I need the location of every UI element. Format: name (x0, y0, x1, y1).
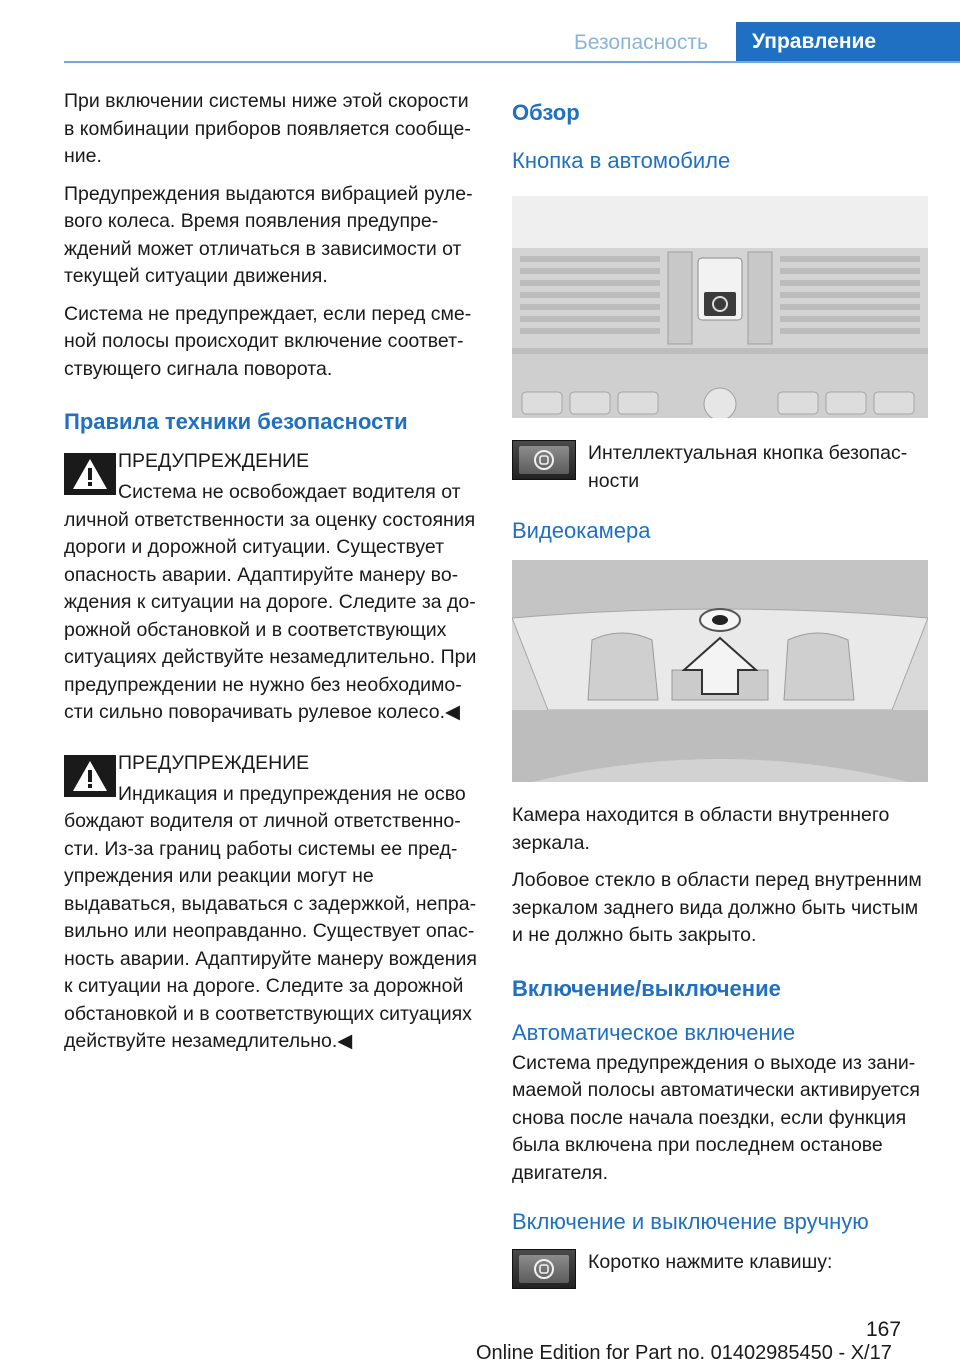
safety-button-label: Интеллектуальная кнопка безопасности (588, 442, 908, 492)
paragraph-vibration-warning: Предупреждения выдаются вибрацией рулевого колеса. Время появления предупреждений может отличаться в зависимости от текущей ситуации движения. (64, 182, 473, 287)
left-column (64, 88, 482, 1066)
heading-safety-rules: Правила техники безопасности (64, 409, 408, 434)
intelligent-safety-button-icon (512, 440, 576, 480)
warning-title: ПРЕДУПРЕЖДЕНИЕ (118, 450, 310, 472)
heading-automatic-activation: Автоматическое включение (512, 1019, 796, 1045)
heading-overview: Обзор (512, 100, 580, 125)
tab-controls[interactable]: Управление (736, 22, 960, 62)
right-column (512, 88, 932, 1321)
paragraph-automatic-activation: Система предупреждения о выходе из занимаемой полосы автоматически активируется снова после начала поездки, если функция была включена при последнем останове двигателя. (512, 1051, 920, 1184)
warning-triangle-icon (64, 755, 116, 797)
dashboard-button-figure (512, 196, 928, 418)
page-number: 167 (866, 1318, 902, 1341)
heading-manual-toggle: Включение и выключение вручную (512, 1209, 869, 1234)
heading-button-in-car: Кнопка в автомобиле (512, 148, 731, 173)
paragraph-turn-signal: Система не предупреждает, если перед сменой полосы происходит включение соответствующего сигнала поворота. (64, 302, 472, 380)
camera-location-figure (512, 560, 928, 782)
warning-title: ПРЕДУПРЕЖДЕНИЕ (118, 751, 310, 774)
manual-toggle-legend (512, 1249, 932, 1321)
paragraph-camera-location: Камера находится в области внутреннего зеркала. (512, 804, 890, 854)
header-divider (64, 61, 960, 63)
warning-text-first-line: Система не освобождает водителя от (118, 481, 461, 503)
tab-safety[interactable]: Безопасность (574, 31, 708, 54)
paragraph-speed-message: При включении системы ниже этой скорости в комбинации приборов появляется сообщение. (64, 90, 471, 167)
intelligent-safety-button-icon (512, 1249, 576, 1289)
press-button-instruction: Коротко нажмите клавишу: (588, 1251, 833, 1273)
safety-button-legend (512, 440, 932, 512)
warning-text-first-line: Индикация и предупреждения не осво (118, 782, 466, 805)
edition-footer: Online Edition for Part no. 01402985450 - X/17 (476, 1342, 892, 1364)
warning-text: бождают водителя от личной ответственности. Из-за границ работы системы ее предупреждения или реакции могут не выдаваться, выдаваться с задержкой, неправильно или неоправданно. Существует опасность аварии. Адаптируйте манеру вождения к ситуации на дороге. Следите за дорожной обстановкой и в соответствующих ситуациях действуйте незамедлительно.◀ (64, 810, 477, 1052)
warning-text: личной ответственности за оценку состояния дороги и дорожной ситуации. Существует опасность аварии. Адаптируйте манеру вождения к ситуации на дороге. Следите за дорожной обстановкой и в соответствующих ситуациях действуйте незамедлительно. При предупреждении не нужно без необходимости сильно поворачивать рулевое колесо.◀ (64, 508, 477, 723)
warning-triangle-icon (64, 453, 116, 495)
paragraph-windshield-clean: Лобовое стекло в области перед внутренним зеркалом заднего вида должно быть чистым и не должно быть закрыто. (512, 869, 922, 946)
heading-on-off: Включение/выключение (512, 975, 781, 1001)
warning-block-1 (64, 447, 482, 727)
heading-camera: Видеокамера (512, 518, 651, 543)
warning-block-2 (64, 749, 482, 1056)
